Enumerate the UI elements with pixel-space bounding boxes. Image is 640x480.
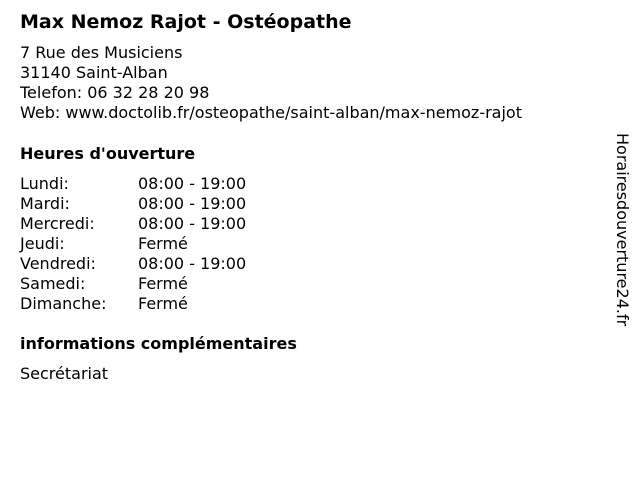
hours-time: Fermé bbox=[138, 234, 188, 253]
hours-row-monday bbox=[20, 174, 246, 194]
hours-row-saturday bbox=[20, 274, 246, 294]
additional-info-text: Secrétariat bbox=[20, 364, 109, 383]
hours-day: Mardi: bbox=[20, 194, 70, 213]
hours-row-friday bbox=[20, 254, 246, 274]
hours-day: Mercredi: bbox=[20, 214, 95, 233]
hours-day: Dimanche: bbox=[20, 294, 107, 313]
hours-time: Fermé bbox=[138, 294, 188, 313]
hours-day: Jeudi: bbox=[20, 234, 65, 253]
address-block bbox=[20, 43, 522, 123]
city-postal: 31140 Saint-Alban bbox=[20, 63, 168, 82]
hours-time: 08:00 - 19:00 bbox=[138, 194, 247, 213]
hours-time: Fermé bbox=[138, 274, 188, 293]
hours-time: 08:00 - 19:00 bbox=[138, 254, 247, 273]
additional-info-heading: informations complémentaires bbox=[20, 334, 297, 353]
website-url: Web: www.doctolib.fr/osteopathe/saint-alban/max-nemoz-rajot bbox=[20, 103, 522, 122]
hours-time: 08:00 - 19:00 bbox=[138, 174, 247, 193]
hours-time: 08:00 - 19:00 bbox=[138, 214, 247, 233]
opening-hours-heading: Heures d'ouverture bbox=[20, 144, 196, 163]
phone-number: Telefon: 06 32 28 20 98 bbox=[20, 83, 210, 102]
street-address: 7 Rue des Musiciens bbox=[20, 43, 183, 62]
hours-day: Samedi: bbox=[20, 274, 86, 293]
hours-row-sunday bbox=[20, 294, 246, 314]
hours-row-tuesday bbox=[20, 194, 246, 214]
hours-day: Vendredi: bbox=[20, 254, 96, 273]
page-title: Max Nemoz Rajot - Ostéopathe bbox=[20, 11, 352, 33]
opening-hours-table bbox=[20, 174, 246, 314]
watermark bbox=[610, 133, 638, 373]
hours-row-thursday bbox=[20, 234, 246, 254]
hours-day: Lundi: bbox=[20, 174, 69, 193]
hours-row-wednesday bbox=[20, 214, 246, 234]
watermark-text: Horairesdouverture24.fr bbox=[613, 133, 632, 327]
